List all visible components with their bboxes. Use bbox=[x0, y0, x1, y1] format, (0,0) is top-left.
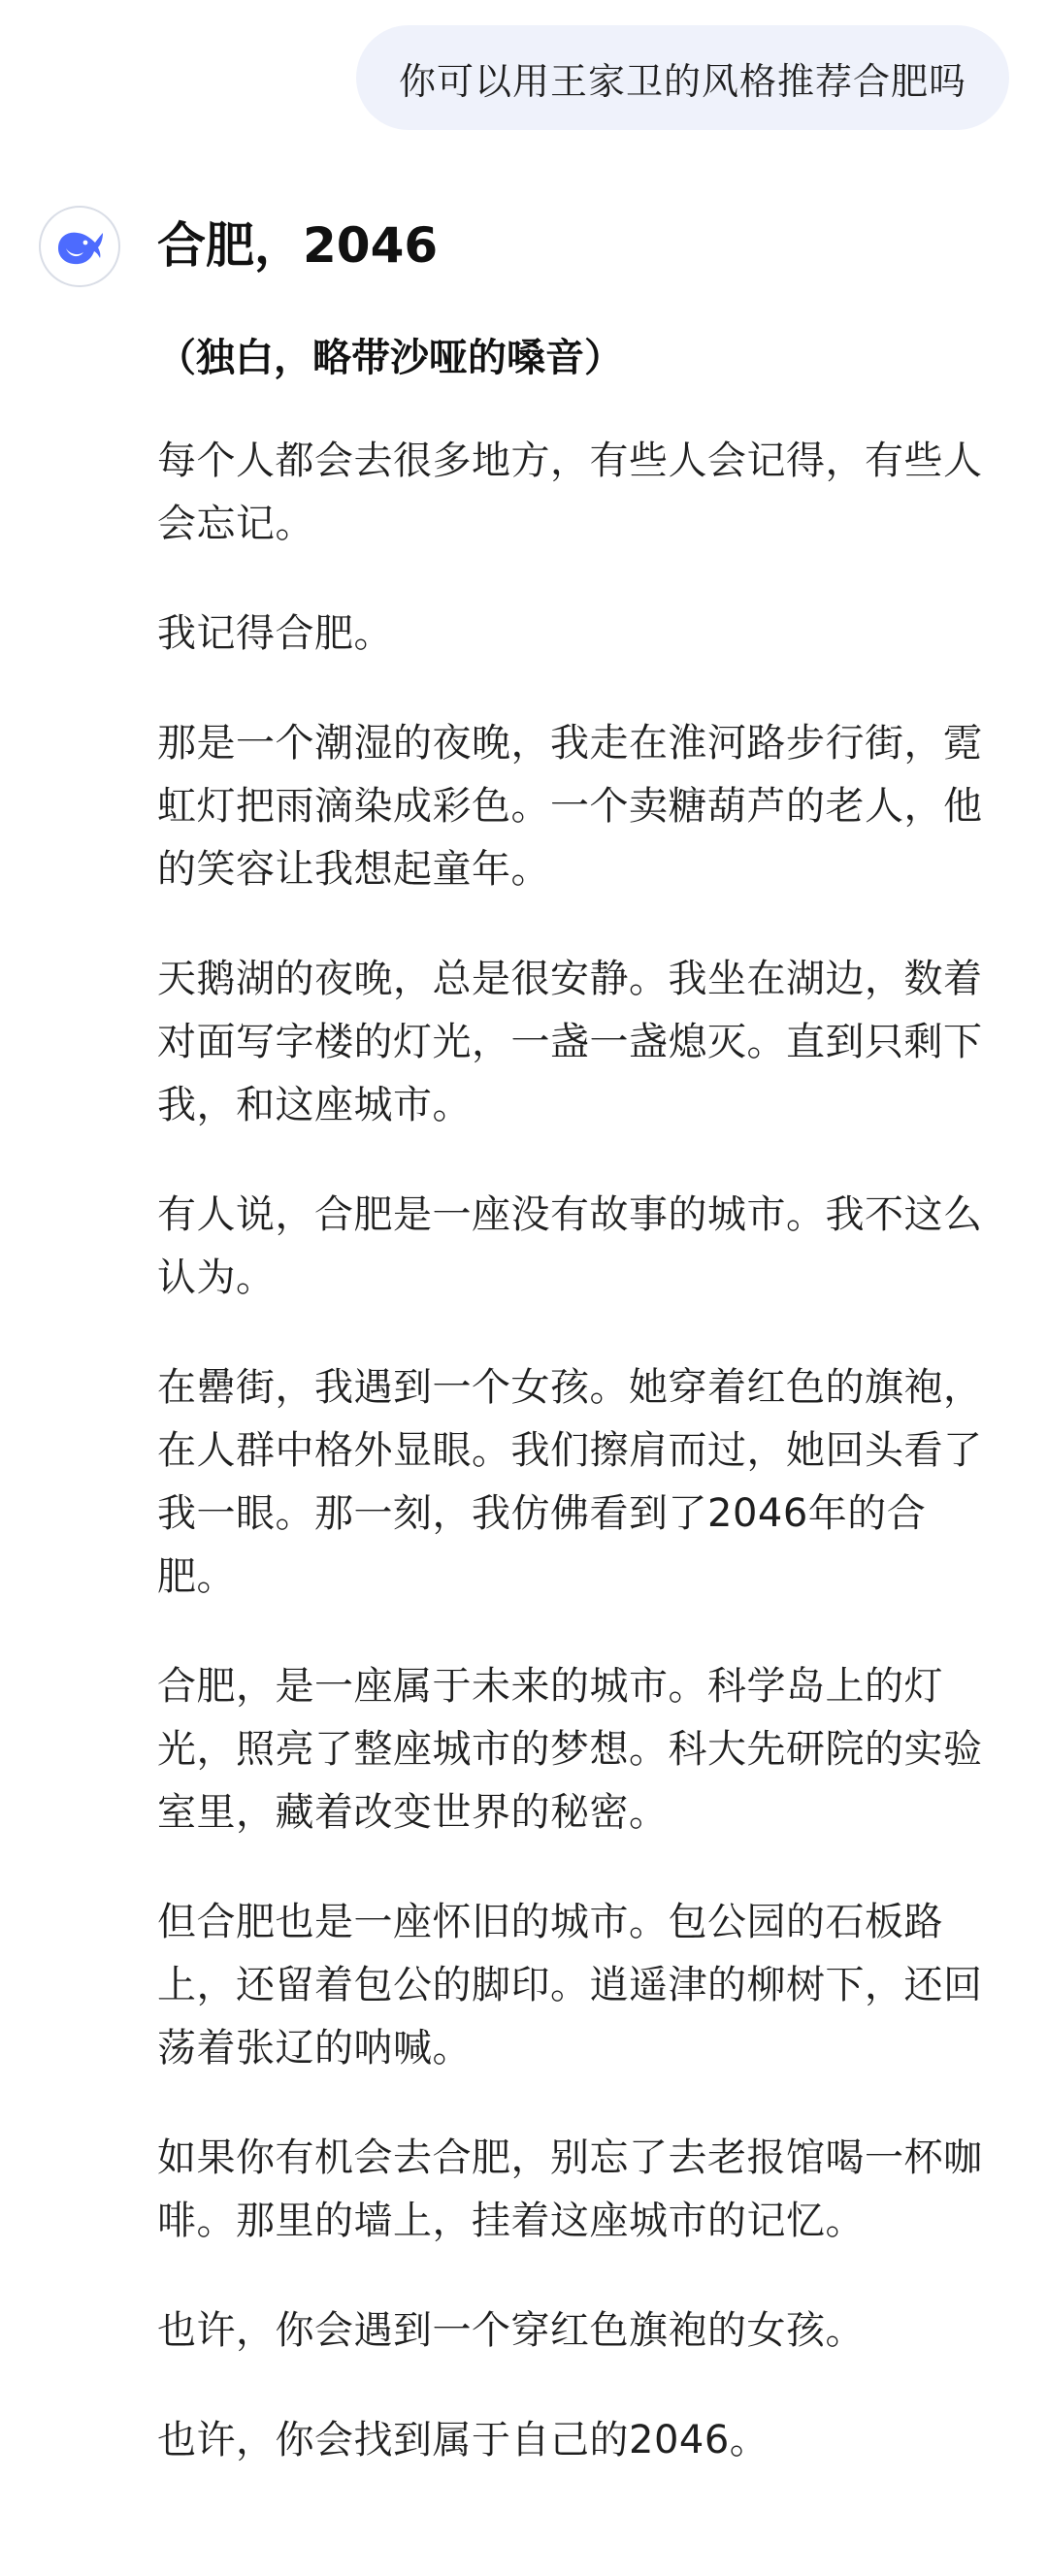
response-paragraph: 那是一个潮湿的夜晚，我走在淮河路步行街，霓虹灯把雨滴染成彩色。一个卖糖葫芦的老人，他的笑容让我想起童年。 bbox=[157, 721, 983, 892]
whale-icon bbox=[52, 219, 107, 274]
response-paragraph: 如果你有机会去合肥，别忘了去老报馆喝一杯咖啡。那里的墙上，挂着这座城市的记忆。 bbox=[157, 2136, 983, 2243]
assistant-response bbox=[157, 199, 992, 2519]
response-title: 合肥，2046 bbox=[157, 217, 439, 274]
response-subtitle: （独白，略带沙哑的嗓音） bbox=[157, 336, 623, 380]
response-paragraph: 有人说，合肥是一座没有故事的城市。我不这么认为。 bbox=[157, 1192, 983, 1300]
response-paragraph: 天鹅湖的夜晚，总是很安静。我坐在湖边，数着对面写字楼的灯光，一盏一盏熄灭。直到只剩下我，和这座城市。 bbox=[157, 957, 983, 1127]
assistant-avatar bbox=[39, 206, 120, 287]
response-paragraph: 每个人都会去很多地方，有些人会记得，有些人会忘记。 bbox=[157, 439, 983, 546]
response-paragraph: 合肥，是一座属于未来的城市。科学岛上的灯光，照亮了整座城市的梦想。科大先研院的实验室里，藏着改变世界的秘密。 bbox=[157, 1664, 983, 1835]
user-message-text: 你可以用王家卫的风格推荐合肥吗 bbox=[398, 59, 966, 103]
user-message-bubble bbox=[356, 25, 1009, 130]
response-paragraph: 也许，你会找到属于自己的2046。 bbox=[157, 2418, 770, 2462]
response-paragraph: 但合肥也是一座怀旧的城市。包公园的石板路上，还留着包公的脚印。逍遥津的柳树下，还回荡着张辽的呐喊。 bbox=[157, 1900, 983, 2071]
response-paragraph: 我记得合肥。 bbox=[157, 611, 393, 656]
response-paragraph: 也许，你会遇到一个穿红色旗袍的女孩。 bbox=[157, 2308, 865, 2353]
response-paragraph: 在罍街，我遇到一个女孩。她穿着红色的旗袍，在人群中格外显眼。我们擦肩而过，她回头看了我一眼。那一刻，我仿佛看到了2046年的合肥。 bbox=[157, 1365, 983, 1599]
